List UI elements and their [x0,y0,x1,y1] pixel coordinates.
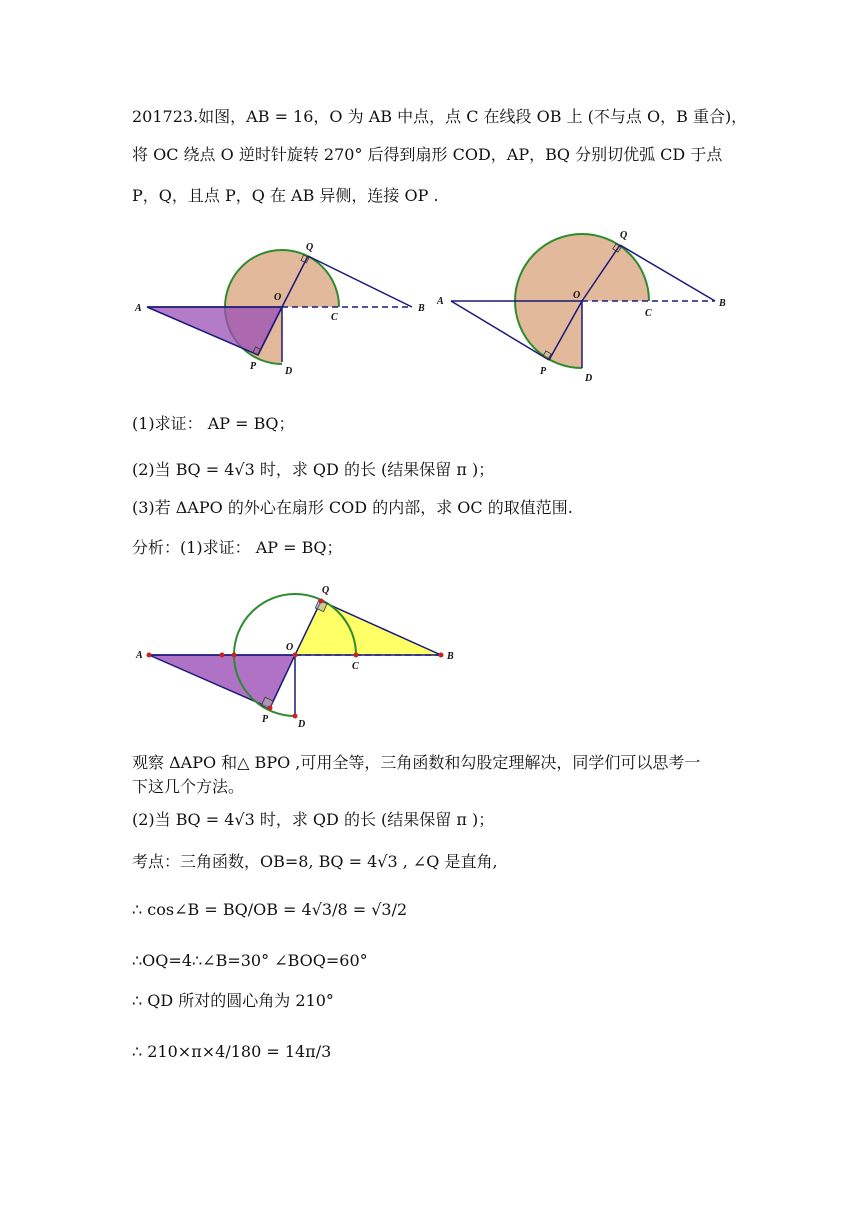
cos-line: ∴ cos∠B = BQ/OB = 4√3/8 = √3/2 [132,900,408,919]
label-c-2: C [645,308,652,319]
label-o: O [274,292,282,303]
label-p-3: P [262,714,269,725]
label-a: A [135,303,142,314]
label-b-2: B [719,298,726,309]
label-q: Q [306,242,314,253]
label-a-2: A [437,296,444,307]
label-c-3: C [352,661,359,672]
figure-3 [130,582,460,732]
question-1: (1)求证： AP = BQ； [132,414,295,433]
problem-line-3: P，Q，且点 P，Q 在 AB 异侧，连接 OP . [132,186,439,205]
figure-2 [430,225,730,385]
label-q-2: Q [620,230,628,241]
observe-line-2: 下这几个方法。 [132,777,245,796]
angle-line: ∴ QD 所对的圆心角为 210° [132,991,334,1010]
observe-line-1: 观察 ΔAPO 和△ BPO ,可用全等，三角函数和勾股定理解决，同学们可以思考一 [132,753,701,772]
label-a-3: A [136,650,143,661]
problem-line-1: 201723.如图，AB = 16，O 为 AB 中点，点 C 在线段 OB 上 (不与点 O，B 重合)， [132,107,748,126]
question-2-repeat: (2)当 BQ = 4√3 时，求 QD 的长 (结果保留 π )； [132,810,495,829]
label-b: B [418,303,425,314]
triangle-oqb [295,601,441,655]
length-line: ∴ 210×π×4/180 = 14π/3 [132,1042,332,1061]
question-2: (2)当 BQ = 4√3 时，求 QD 的长 (结果保留 π )； [132,460,495,479]
analysis-heading: 分析：(1)求证： AP = BQ； [132,538,343,557]
label-b-3: B [447,651,454,662]
label-c: C [331,312,338,323]
oq-line: ∴OQ=4∴∠B=30° ∠BOQ=60° [132,951,368,970]
label-o-3: O [286,642,294,653]
label-q-3: Q [322,585,330,596]
label-d: D [285,366,293,377]
label-d-3: D [298,719,306,730]
label-o-2: O [573,290,581,301]
triangle-apo-3 [149,655,295,708]
label-p: P [250,361,257,372]
question-3: (3)若 ΔAPO 的外心在扇形 COD 的内部，求 OC 的取值范围. [132,498,573,517]
label-p-2: P [540,366,547,377]
kaodian-line: 考点：三角函数，OB=8, BQ = 4√3 , ∠Q 是直角, [132,852,498,871]
problem-line-2: 将 OC 绕点 O 逆时针旋转 270° 后得到扇形 COD，AP，BQ 分别切优弧 CD 于点 [132,145,723,164]
figure-1 [130,235,430,385]
label-d-2: D [585,373,593,384]
